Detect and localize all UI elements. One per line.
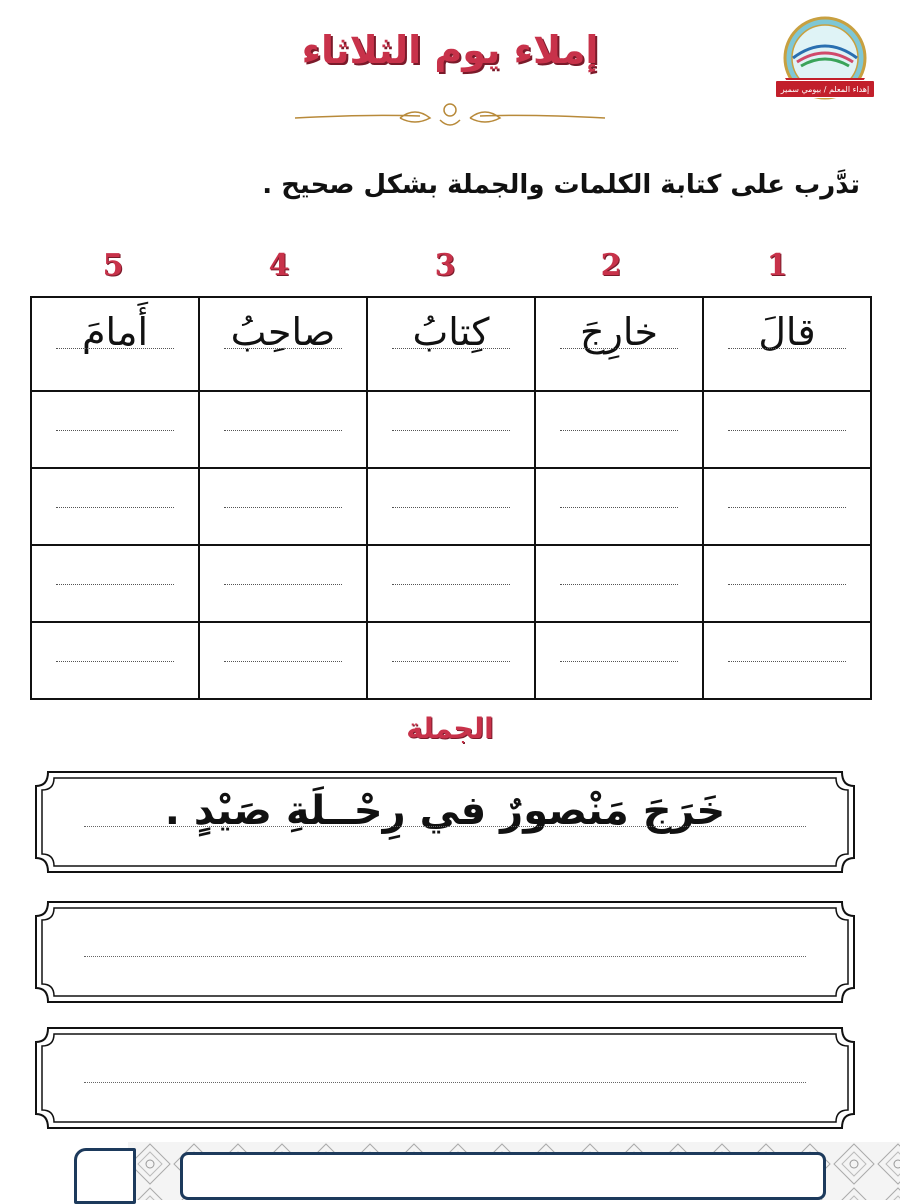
dotted-line <box>560 507 678 508</box>
writing-cell[interactable] <box>31 622 199 699</box>
writing-cell[interactable] <box>535 622 703 699</box>
dotted-line <box>560 661 678 662</box>
writing-cell[interactable] <box>31 545 199 622</box>
dotted-line <box>56 430 174 431</box>
writing-cell[interactable] <box>367 622 535 699</box>
writing-cell[interactable] <box>199 545 367 622</box>
column-number-2: 2 <box>600 248 622 283</box>
dotted-line <box>392 348 510 349</box>
sentence-text: خَرَجَ مَنْصورٌ في رِحْــلَةِ صَيْدٍ . <box>164 788 726 834</box>
table-row <box>31 468 871 545</box>
word-text: أَمامَ <box>81 310 149 354</box>
dotted-line <box>728 507 846 508</box>
dotted-line <box>56 507 174 508</box>
dotted-line <box>560 430 678 431</box>
dotted-line <box>560 584 678 585</box>
word-cell <box>535 297 703 391</box>
word-table <box>30 296 872 700</box>
dotted-line <box>224 507 342 508</box>
dotted-line <box>392 661 510 662</box>
writing-cell[interactable] <box>367 468 535 545</box>
sentence-box <box>34 770 856 874</box>
column-number-3: 3 <box>434 248 456 283</box>
word-cell <box>703 297 871 391</box>
column-number-4: 4 <box>268 248 290 283</box>
word-text: كِتابُ <box>412 310 490 354</box>
writing-cell[interactable] <box>703 622 871 699</box>
word-cell <box>199 297 367 391</box>
writing-cell[interactable] <box>199 391 367 468</box>
dotted-line <box>56 661 174 662</box>
footer-name-bar[interactable] <box>180 1152 826 1200</box>
table-row <box>31 391 871 468</box>
column-number-5: 5 <box>102 248 124 283</box>
dotted-line <box>56 584 174 585</box>
writing-cell[interactable] <box>31 391 199 468</box>
dotted-line <box>84 826 806 827</box>
dotted-line <box>392 584 510 585</box>
writing-cell[interactable] <box>703 391 871 468</box>
word-text: صاحِبُ <box>230 310 336 354</box>
writing-cell[interactable] <box>703 468 871 545</box>
dotted-line <box>392 430 510 431</box>
dotted-line <box>728 584 846 585</box>
scroll-frame-icon <box>34 1026 856 1130</box>
dotted-line <box>728 430 846 431</box>
scroll-frame-icon <box>34 900 856 1004</box>
table-row <box>31 545 871 622</box>
writing-cell[interactable] <box>535 391 703 468</box>
writing-box-1[interactable] <box>34 900 856 1004</box>
writing-box-2[interactable] <box>34 1026 856 1130</box>
title-ornament <box>290 96 610 136</box>
writing-cell[interactable] <box>535 545 703 622</box>
dotted-line <box>84 1082 806 1083</box>
table-row <box>31 622 871 699</box>
word-cell <box>31 297 199 391</box>
logo-credit: إهداء المعلم / بيومي سمير <box>775 80 875 98</box>
dotted-line <box>392 507 510 508</box>
writing-cell[interactable] <box>199 622 367 699</box>
page-title: إملاء يوم الثلاثاء <box>301 28 599 72</box>
dotted-line <box>728 348 846 349</box>
dotted-line <box>84 956 806 957</box>
word-text: خارِجَ <box>580 310 658 354</box>
dotted-line <box>224 661 342 662</box>
word-cell <box>367 297 535 391</box>
writing-cell[interactable] <box>199 468 367 545</box>
instruction-text: تدَّرب على كتابة الكلمات والجملة بشكل صحيح . <box>262 170 860 200</box>
writing-cell[interactable] <box>367 391 535 468</box>
dotted-line <box>56 348 174 349</box>
dotted-line <box>560 348 678 349</box>
table-row <box>31 297 871 391</box>
column-number-1: 1 <box>766 248 788 283</box>
logo <box>775 14 875 106</box>
dotted-line <box>224 348 342 349</box>
sentence-heading: الجملة <box>406 712 494 745</box>
writing-cell[interactable] <box>703 545 871 622</box>
writing-cell[interactable] <box>367 545 535 622</box>
word-text: قالَ <box>758 310 816 354</box>
ornament-divider-icon <box>290 96 610 136</box>
dotted-line <box>224 584 342 585</box>
dotted-line <box>224 430 342 431</box>
dotted-line <box>728 661 846 662</box>
writing-cell[interactable] <box>31 468 199 545</box>
writing-cell[interactable] <box>535 468 703 545</box>
footer-corner-box <box>74 1148 136 1204</box>
